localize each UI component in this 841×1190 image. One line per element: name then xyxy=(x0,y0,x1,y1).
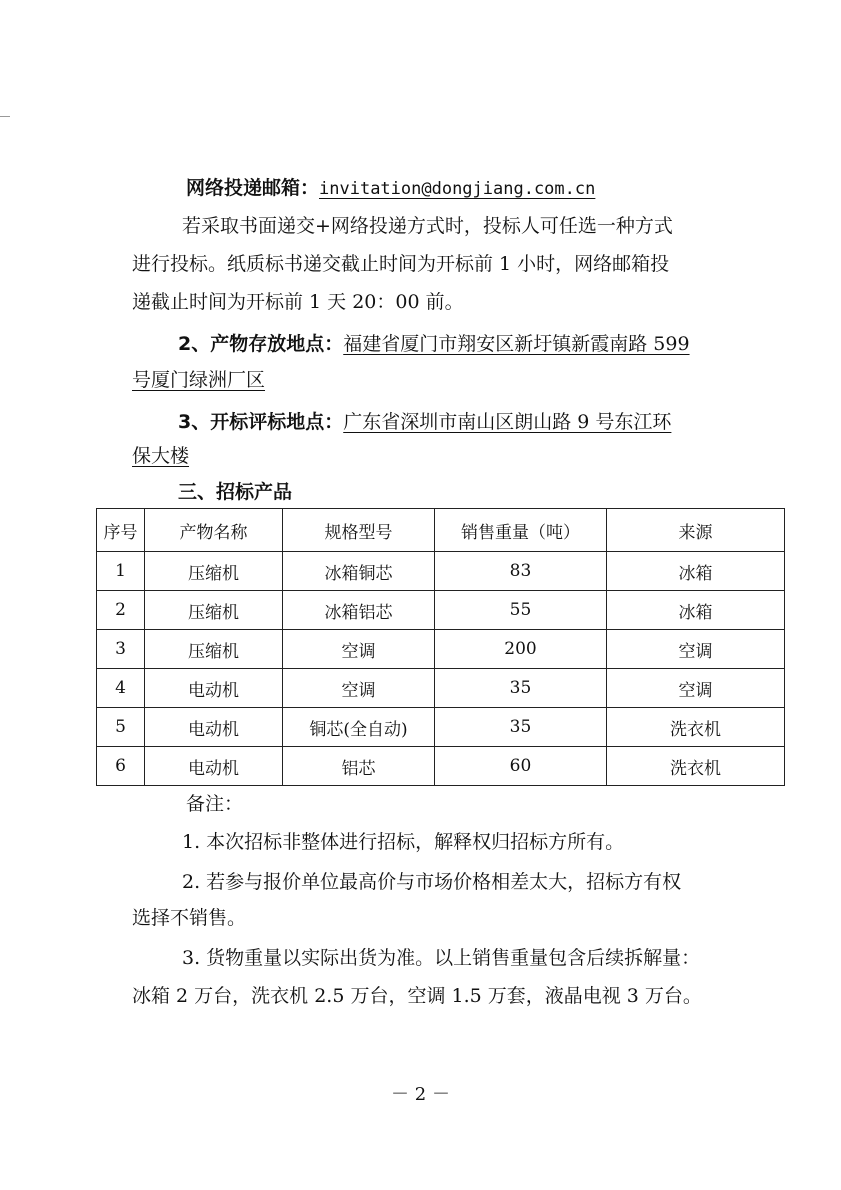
email-address: invitation@dongjiang.com.cn xyxy=(319,179,596,199)
cell-index: 1 xyxy=(97,552,145,591)
cell-index: 2 xyxy=(97,591,145,630)
storage-address-part-2: 号厦门绿洲厂区 xyxy=(132,369,266,391)
section-title: 三、招标产品 xyxy=(178,481,293,503)
cell-spec: 空调 xyxy=(283,630,435,669)
table-row xyxy=(97,669,785,708)
storage-address-part-1: 福建省厦门市翔安区新圩镇新霞南路 599 xyxy=(343,333,690,355)
cell-spec: 铝芯 xyxy=(283,747,435,786)
cell-product-name: 压缩机 xyxy=(145,552,283,591)
note-3-line-1: 3. 货物重量以实际出货为准。以上销售重量包含后续拆解量： xyxy=(182,947,701,969)
header-index: 序号 xyxy=(97,509,145,552)
table-header-row xyxy=(97,509,785,552)
note-2-line-1: 2. 若参与报价单位最高价与市场价格相差太大，招标方有权 xyxy=(182,871,682,893)
table-row xyxy=(97,630,785,669)
delivery-paragraph-line-2: 进行投标。纸质标书递交截止时间为开标前 1 小时，网络邮箱投 xyxy=(132,253,670,275)
cell-product-name: 压缩机 xyxy=(145,591,283,630)
header-source: 来源 xyxy=(607,509,785,552)
table-row xyxy=(97,552,785,591)
cell-index: 4 xyxy=(97,669,145,708)
note-1: 1. 本次招标非整体进行招标，解释权归招标方所有。 xyxy=(182,831,625,853)
storage-label: 2、产物存放地点： xyxy=(178,333,344,355)
delivery-paragraph-line-1: 若采取书面递交+网络投递方式时，投标人可任选一种方式 xyxy=(182,215,673,237)
cell-spec: 空调 xyxy=(283,669,435,708)
storage-line-1 xyxy=(178,332,788,356)
email-label: 网络投递邮箱： xyxy=(186,177,320,199)
cell-product-name: 压缩机 xyxy=(145,630,283,669)
cell-spec: 冰箱铝芯 xyxy=(283,591,435,630)
cell-product-name: 电动机 xyxy=(145,669,283,708)
header-product-name: 产物名称 xyxy=(145,509,283,552)
cell-weight: 35 xyxy=(435,669,607,708)
cell-weight: 60 xyxy=(435,747,607,786)
cell-source: 洗衣机 xyxy=(607,708,785,747)
cell-spec: 铜芯(全自动) xyxy=(283,708,435,747)
cell-product-name: 电动机 xyxy=(145,708,283,747)
email-line xyxy=(186,176,796,201)
page-number: － 2 － xyxy=(391,1084,450,1105)
cell-source: 洗衣机 xyxy=(607,747,785,786)
opening-label: 3、开标评标地点： xyxy=(178,411,344,433)
cell-source: 冰箱 xyxy=(607,552,785,591)
table-row xyxy=(97,747,785,786)
header-weight: 销售重量（吨） xyxy=(435,509,607,552)
table-row xyxy=(97,591,785,630)
cell-source: 冰箱 xyxy=(607,591,785,630)
margin-mark xyxy=(0,116,10,117)
cell-spec: 冰箱铜芯 xyxy=(283,552,435,591)
products-table xyxy=(96,508,785,786)
cell-weight: 83 xyxy=(435,552,607,591)
cell-weight: 35 xyxy=(435,708,607,747)
opening-address-part-2: 保大楼 xyxy=(132,445,190,467)
delivery-paragraph-line-3: 递截止时间为开标前 1 天 20：00 前。 xyxy=(132,291,464,313)
table-row xyxy=(97,708,785,747)
cell-weight: 55 xyxy=(435,591,607,630)
notes-title: 备注： xyxy=(186,793,244,815)
opening-line-2 xyxy=(132,444,742,468)
cell-index: 3 xyxy=(97,630,145,669)
opening-address-part-1: 广东省深圳市南山区朗山路 9 号东江环 xyxy=(343,411,672,433)
cell-weight: 200 xyxy=(435,630,607,669)
header-spec: 规格型号 xyxy=(283,509,435,552)
cell-index: 5 xyxy=(97,708,145,747)
note-2-line-2: 选择不销售。 xyxy=(132,907,247,929)
cell-index: 6 xyxy=(97,747,145,786)
note-3-line-2: 冰箱 2 万台，洗衣机 2.5 万台，空调 1.5 万套，液晶电视 3 万台。 xyxy=(132,985,702,1007)
cell-source: 空调 xyxy=(607,630,785,669)
cell-source: 空调 xyxy=(607,669,785,708)
cell-product-name: 电动机 xyxy=(145,747,283,786)
opening-line-1 xyxy=(178,410,788,434)
storage-line-2 xyxy=(132,368,742,392)
